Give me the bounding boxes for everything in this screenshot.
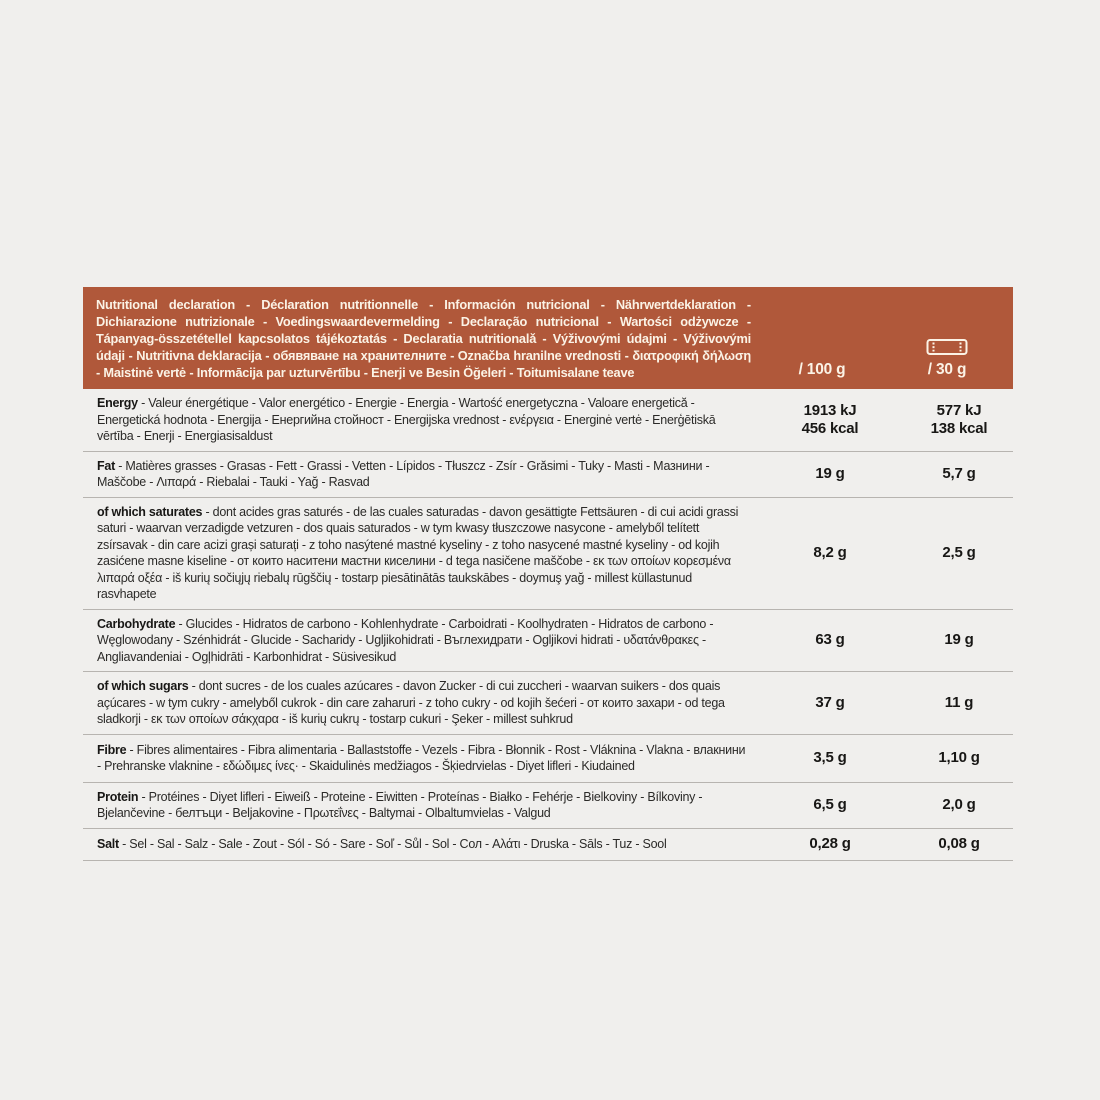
row-translations: - Sel - Sal - Salz - Sale - Zout - Sól - Só - Sare - Soľ - Sůl - Sol - Сол - Αλάτι - Druska - Sāls - Tuz - Sool xyxy=(122,836,667,851)
value-per-30g: 2,5 g xyxy=(942,544,976,561)
value-per-100g: 19 g xyxy=(815,465,845,482)
row-name: Fat xyxy=(97,458,115,473)
table-row-protein xyxy=(83,783,1013,829)
row-name: Fibre xyxy=(97,742,127,757)
value-per-30g: 5,7 g xyxy=(942,465,976,482)
value-per-30g: 1,10 g xyxy=(938,749,980,766)
table-row-saturates xyxy=(83,498,1013,610)
row-translations: - Glucides - Hidratos de carbono - Kohlenhydrate - Carboidrati - Koolhydraten - Hidratos de carbono - Węglowodany - Szénhidrát - Glucide - Sacharidy - Ugljikohidrati - Въглехидрати - Ogljikovi hidrati - υδατάνθρακες - Angliavandeniai - Ogļhidrāti - Karbonhidrat - Süsivesikud xyxy=(97,616,714,664)
column-header-per-100g xyxy=(751,296,893,381)
row-name: Carbohydrate xyxy=(97,616,176,631)
value-per-30g: 577 kJ 138 kcal xyxy=(930,401,988,437)
row-name: Protein xyxy=(97,789,139,804)
row-name: of which sugars xyxy=(97,679,189,693)
snack-bar-icon xyxy=(926,337,968,357)
table-row-energy xyxy=(83,389,1013,452)
value-per-100g: 1913 kJ 456 kcal xyxy=(801,401,859,437)
column-header-per-30g xyxy=(893,296,1001,381)
nutrition-declaration-table xyxy=(83,287,1013,861)
table-row-salt xyxy=(83,829,1013,861)
row-translations: - dont sucres - de los cuales azúcares - davon Zucker - di cui zuccheri - waarvan suikers - dos quais açúcares - w tym cukry - amelyből cukrok - din care zaharuri - z toho cukry - od kojih šećeri - от които захари - od tega sladkorji - εκ των οποίων σάκχαρα - iš kurių cukrų - tostarp cukuri - Şeker - millest suhkrud xyxy=(97,679,725,726)
row-name: Energy xyxy=(97,396,138,410)
row-translations: - dont acides gras saturés - de las cuales saturadas - davon gesättigte Fettsäuren - di cui acidi grassi saturi - waarvan verzadigde vetzuren - dos quais saturados - w tym kwasy tłuszczowe nasycone - amelyből telített zsírsavak - din care acizi grași saturați - z toho nasýtené mastné kyseliny - z toho nasycené mastné kyseliny - od kojih zasićene masne kiseline - от които наситени мастни киселини - d tega nasičene maščobe - εκ των οποίων κορεσμένα λιπαρά οξέα - iš kurių sočiųjų riebalų rūgščių - tostarp piesātinātās taukskābes - doymuş yağ - millest küllastunud rasvhapete xyxy=(97,504,739,601)
table-row-sugars xyxy=(83,672,1013,735)
row-name: Salt xyxy=(97,836,119,851)
table-header xyxy=(83,287,1013,389)
row-translations: - Valeur énergétique - Valor energético - Energie - Energia - Wartość energetyczna - Valoare energetică - Energetická hodnota - Energija - Енергийна стойност - Energijska vrednost - ενέργεια - Energinė vertė - Enerģētiskā vērtība - Enerji - Energiasisaldust xyxy=(97,396,716,443)
per-30g-label: / 30 g xyxy=(927,361,967,378)
row-translations: - Protéines - Diyet lifleri - Eiweiß - Proteine - Eiwitten - Proteínas - Białko - Fehérje - Bielkoviny - Bílkoviny - Bjelančevine - белтъци - Beljakovine - Πρωτεΐνες - Baltymai - Olbaltumvielas - Valgud xyxy=(97,789,703,820)
row-translations: - Fibres alimentaires - Fibra alimentaria - Ballaststoffe - Vezels - Fibra - Błonnik - Rost - Vláknina - Vlakna - влакнини - Prehranske vlaknine - εδώδιμες ίνες· - Skaidulinės medžiagos - Šķiedrvielas - Diyet lifleri - Kiudained xyxy=(97,742,746,773)
value-per-30g: 0,08 g xyxy=(938,835,980,852)
table-row-fat xyxy=(83,452,1013,498)
value-per-30g: 11 g xyxy=(944,693,974,711)
value-per-100g: 37 g xyxy=(815,693,845,711)
value-per-100g: 8,2 g xyxy=(813,544,847,561)
header-multilingual-title: Nutritional declaration - Déclaration nutritionnelle - Información nutricional - Nährwertdeklaration - Dichiarazione nutrizionale - Voedingswaardevermelding - Declaração nutricional - Wartości odżywcze - Tápanyag-összetétellel kapcsolatos tájékoztatás - Declaratia nutritionalǎ - Výživovými údajmi - Výživovými údaji - Nutritivna deklaracija - обявяване на хранителните - Označba hranilne vrednosti - διατροφική δήλωση - Maistinė vertė - Informācija par uzturvērtību - Enerji ve Besin Öğeleri - Toitumisalane teave xyxy=(96,297,751,380)
per-100g-label: / 100 g xyxy=(798,361,846,378)
value-per-100g: 0,28 g xyxy=(809,835,851,852)
value-per-100g: 3,5 g xyxy=(813,749,847,766)
table-row-carbohydrate xyxy=(83,610,1013,673)
row-translations: - Matières grasses - Grasas - Fett - Grassi - Vetten - Lípidos - Tłuszcz - Zsír - Grăsimi - Tuky - Masti - Мазнини - Maščobe - Λιπαρά - Riebalai - Tauki - Yağ - Rasvad xyxy=(97,458,710,489)
value-per-30g: 19 g xyxy=(944,631,974,649)
value-per-100g: 63 g xyxy=(815,631,845,649)
value-per-100g: 6,5 g xyxy=(813,796,847,813)
row-name: of which saturates xyxy=(97,504,203,519)
value-per-30g: 2,0 g xyxy=(942,796,976,813)
table-row-fibre xyxy=(83,735,1013,783)
